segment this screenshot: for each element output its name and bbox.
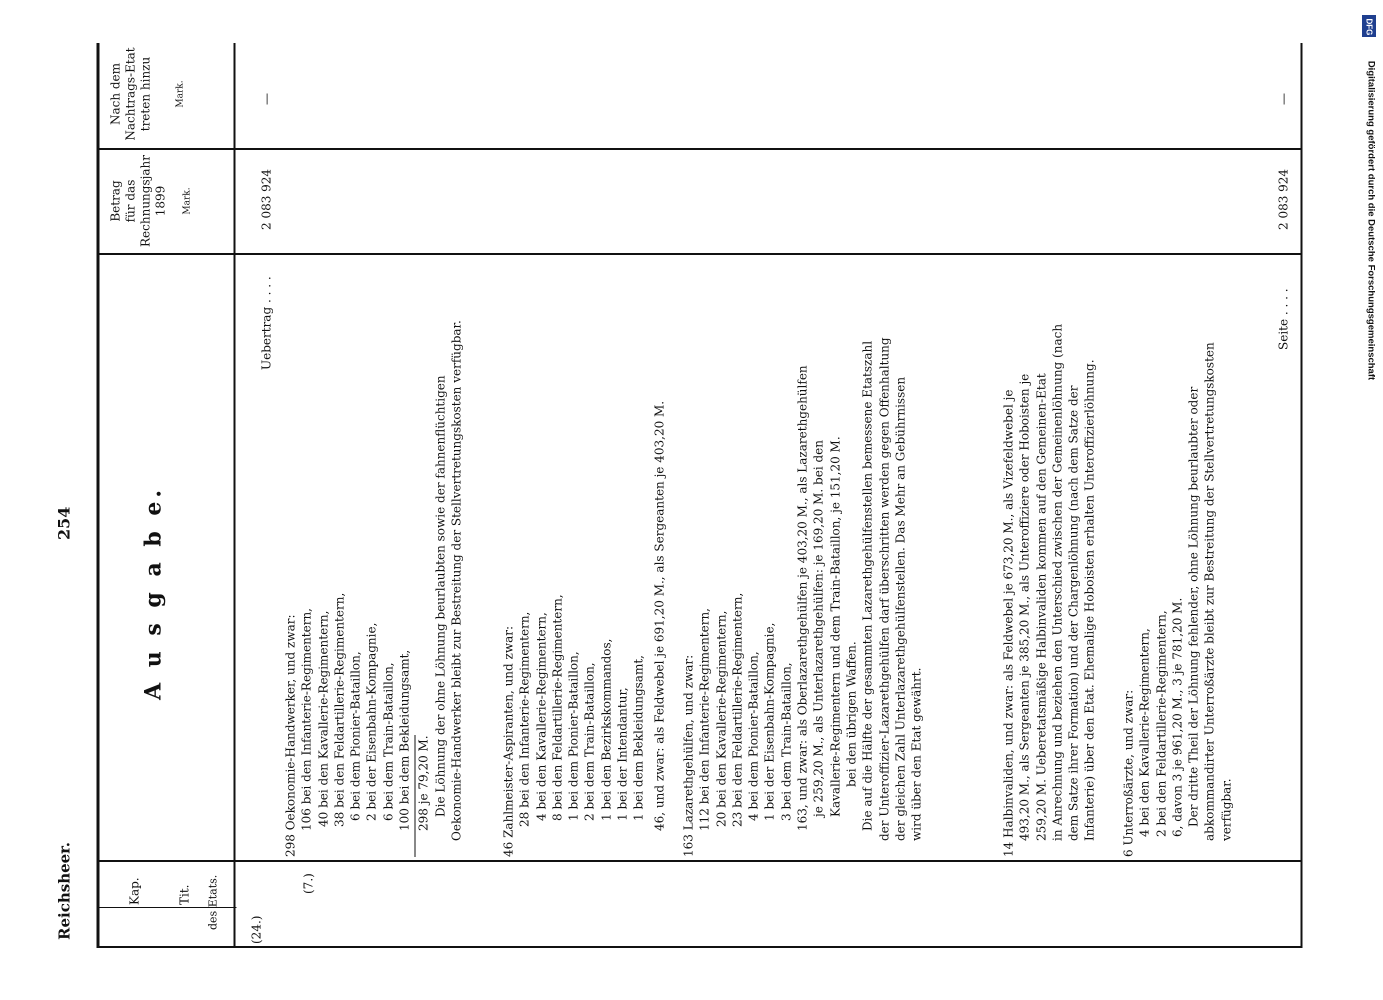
seite-label: Seite . . . . — [1276, 288, 1290, 350]
block-zahlmeister: 46 Zahlmeister-Aspiranten, und zwar: 28 bei den Infanterie-Regimentern, 4 bei den Kavallerie-Regimentern, 8 bei den Feldartillerie-Regimentern, 1 bei dem Pionier-Bataillon, 2 bei dem Train-Bataillon, 1 bei den Bezirkskommandos, 1 bei der Intendantur, 1 bei dem Bekleidungsamt, 46, und zwar: als Feldwebel je 691,20 M., als Sergeanten je 403,20 M. — [501, 400, 666, 857]
block-unteraerzte: 6 Unterroßärzte, und zwar: 4 bei den Kavallerie-Regimentern, 2 bei den Feldartillerie-Regimentern, 6, davon 3 je 961,20 M., 3 je 781,20 M. Der dritte Theil der Löhnung fehlender, ohne Löhnung beurlaubter oder abkommandirter Unterroßärzte bleibt zur Bestreitung der Stellvertretungskosten verfügbar. — [1121, 342, 1233, 857]
seite-value: 2 083 924 — [1276, 168, 1290, 230]
uebertrag-nach: — — [259, 93, 273, 105]
page-number: 254 — [54, 506, 73, 540]
col-rule-3 — [96, 148, 1302, 150]
dfg-logo: DFG — [1362, 15, 1376, 37]
cell-tit: (7.) — [301, 873, 315, 894]
seite-nach: — — [1276, 93, 1290, 105]
block-oekonomie: 298 Oekonomie-Handwerker, und zwar: 106 bei den Infanterie-Regimentern, 40 bei den Kavallerie-Regimentern, 38 bei den Feldartillerie-Regimentern, 6 bei dem Pionier-Bataillon, 2 bei der Eisenbahn-Kompagnie, 6 bei dem Train-Bataillon, 100 bei dem Bekleidungsamt, 298 je 79,20 M. Die Löhnung der ohne Löhnung beurlaubten sowie der fahnenflüchtigen Oekonomie-Handwerker bleibt zur Bestreitung der Stellvertretungskosten verfügbar. — [283, 320, 463, 857]
col-title-ausgabe: A u s g a b e. — [140, 485, 166, 700]
table-bottom-rule — [1300, 43, 1302, 948]
funding-text: Digitalisierung gefördert durch die Deutsche Forschungsgemeinschaft — [1365, 60, 1377, 381]
col-kap: Kap. — [127, 877, 141, 905]
header-rule — [233, 43, 235, 948]
block-lazareth: 163 Lazarethgehülfen, und zwar: 112 bei den Infanterie-Regimentern, 20 bei den Kavallerie-Regimentern, 23 bei den Feldartillerie-Regimentern, 4 bei dem Pionier-Bataillon, 1 bei der Eisenbahn-Kompagnie, 3 bei dem Train-Bataillon, 163, und zwar: als Oberlazarethgehülfen je 403,20 M., als Lazarethgehülfen je 259,20 M., als Unterlazarethgehülfen: je 169,20 M. bei den Kavallerie-Regimentern und dem Train-Bataillon, je 151,20 M. bei den übrigen Waffen. Die auf die Hälfte der gesammten Lazarethgehülfenstellen bemessene Etatszahl der Unteroffizier-Lazarethgehülfen darf überschritten werden gegen Offenhaltung der gleichen Zahl Unterlazarethgehülfenstellen. Das Mehr an Gebührnissen wird über den Etat gewährt. — [681, 337, 924, 857]
col-nach-unit: Mark. — [175, 80, 185, 108]
col-nach: Nach dem Nachtrags-Etat treten hinzu Mark. — [108, 44, 188, 144]
table-top-rule — [96, 43, 99, 948]
col-des-etats: des Etats. — [206, 874, 219, 930]
uebertrag-value: 2 083 924 — [259, 168, 273, 230]
col-rule-1 — [96, 860, 1302, 862]
col-betrag-unit: Mark. — [182, 187, 192, 215]
col-tit: Tit. — [177, 884, 191, 905]
col-rule-2 — [96, 253, 1302, 255]
header-left: Reichsheer. — [55, 842, 73, 940]
uebertrag-label: Uebertrag . . . . — [259, 276, 273, 370]
cell-kap: (24.) — [249, 915, 263, 944]
block-halbinvaliden: 14 Halbinvaliden, und zwar: als Feldwebel je 673,20 M., als Vizefeldwebel je 493,20 M., als Sergeanten je 385,20 M., als Unteroffiziere oder Hoboisten je 259,20 M. Ueberetatsmäßige Halbinvaliden kommen auf den Gemeinen-Etat in Anrechnung und beziehen den Unterschied zwischen der Gemeinenlöhnung (nach dem Satze ihrer Formation) und der Chargenlöhnung (nach dem Satze der Infanterie) über den Etat. Ehemalige Hoboisten erhalten Unteroffizierlöhnung. — [1001, 323, 1097, 857]
col-rule-kap — [96, 947, 1302, 948]
col-betrag: Betrag für das Rechnungsjahr 1899 Mark. — [108, 152, 195, 250]
